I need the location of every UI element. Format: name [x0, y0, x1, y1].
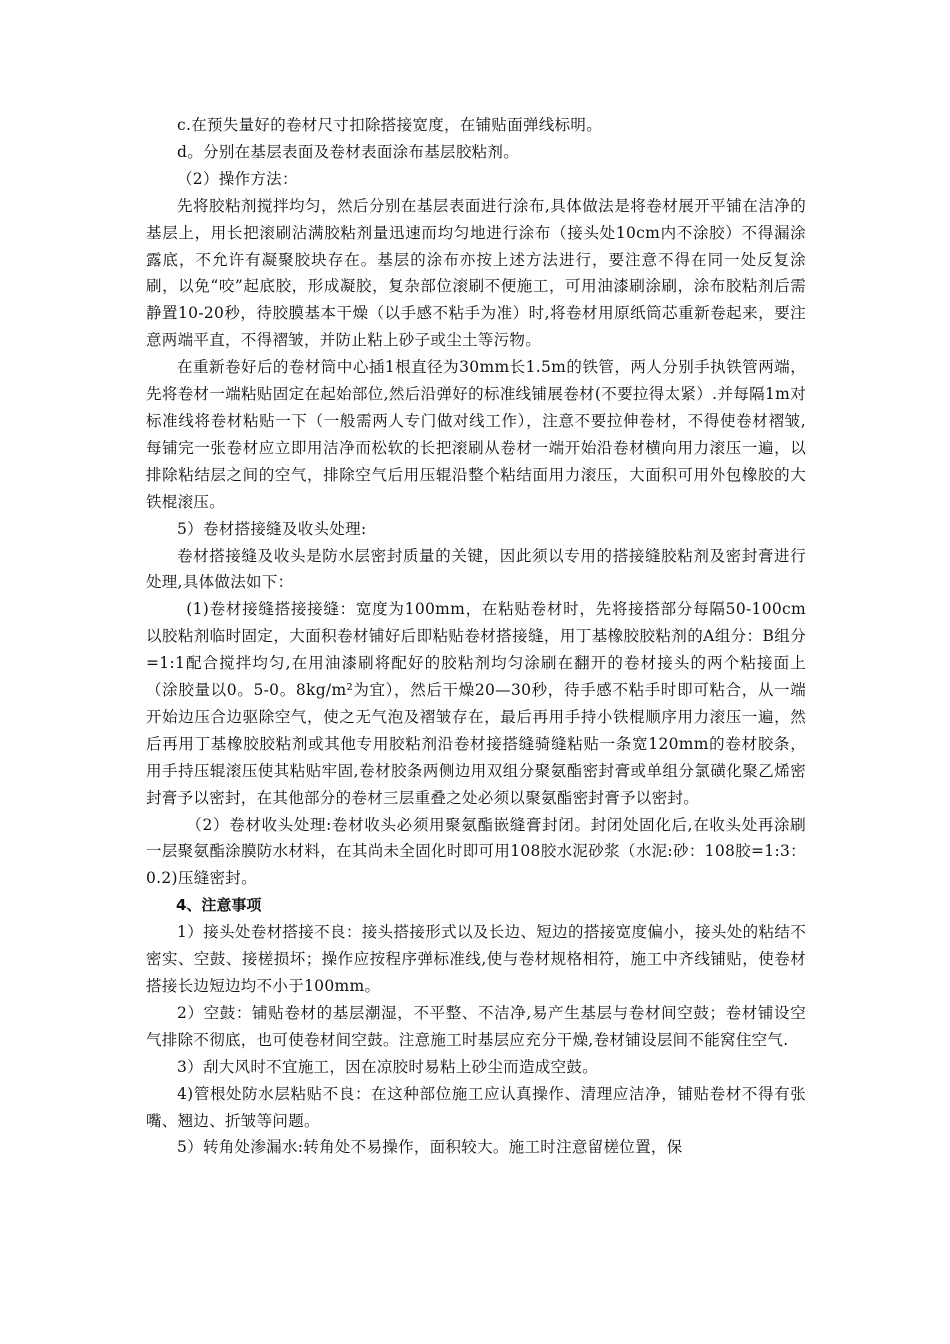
paragraph-seam-intro: 卷材搭接缝及收头是防水层密封质量的关键，因此须以专用的搭接缝胶粘剂及密封膏进行处理,具体做法如下： [146, 546, 806, 592]
document-body [146, 112, 806, 1161]
paragraph-precaution-2: 2）空鼓：铺贴卷材的基层潮湿，不平整、不洁净,易产生基层与卷材间空鼓；卷材铺设空气排除不彻底，也可使卷材间空鼓。注意施工时基层应充分干燥,卷材铺设层间不能窝住空气. [146, 1003, 806, 1049]
paragraph-step-d: d。分别在基层表面及卷材表面涂布基层胶粘剂。 [177, 142, 520, 161]
paragraph-precaution-4: 4)管根处防水层粘贴不良：在这种部位施工应认真操作、清理应洁净，铺贴卷材不得有张嘴、翘边、折皱等问题。 [146, 1084, 806, 1130]
paragraph-precaution-1: 1）接头处卷材搭接不良：接头搭接形式以及长边、短边的搭接宽度偏小，接头处的粘结不密实、空鼓、接槎损坏；操作应按程序弹标准线,使与卷材规格相符，施工中齐线铺贴，使卷材搭接长边短边均不小于100mm。 [146, 923, 806, 995]
paragraph-precaution-5: 5）转角处渗漏水:转角处不易操作，面积较大。施工时注意留槎位置，保 [177, 1138, 683, 1157]
paragraph-step-c: c.在预失量好的卷材尺寸扣除搭接宽度，在铺贴面弹线标明。 [177, 116, 603, 134]
subheading-seam-treatment: 5）卷材搭接缝及收头处理: [177, 519, 367, 538]
paragraph-roll-laying: 在重新卷好后的卷材筒中心插1根直径为30mm长1.5m的铁管，两人分别手执铁管两端，先将卷材一端粘贴固定在起始部位,然后沿弹好的标准线铺展卷材(不要拉得太紧）.并每隔1m对标准线将卷材粘贴一下（一般需两人专门做对线工作），注意不要拉伸卷材，不得使卷材褶皱,每铺完一张卷材应立即用洁净而松软的长把滚刷从卷材一端开始沿卷材横向用力滚压一遍，以排除粘结层之间的空气，排除空气后用压辊沿整个粘结面用力滚压，大面积可用外包橡胶的大铁棍滚压。 [146, 358, 806, 511]
paragraph-edge-finish: （2）卷材收头处理:卷材收头必须用聚氨酯嵌缝膏封闭。封闭处固化后,在收头处再涂刷一层聚氨酯涂膜防水材料，在其尚未全固化时即可用108胶水泥砂浆（水泥:砂：108胶=1:3：0.2)压缝密封。 [146, 815, 806, 888]
paragraph-adhesive-coating: 先将胶粘剂搅拌均匀，然后分别在基层表面进行涂布,具体做法是将卷材展开平铺在洁净的基层上，用长把滚刷沾满胶粘剂量迅速而均匀地进行涂布（接头处10cm内不涂胶）不得漏涂露底，不允许有凝聚胶块存在。基层的涂布亦按上述方法进行，要注意不得在同一处反复涂刷，以免“咬”起底胶，形成凝胶，复杂部位滚刷不便施工，可用油漆刷涂刷，涂布胶粘剂后需静置10-20秒，待胶膜基本干燥（以手感不粘手为准）时,将卷材用原纸筒芯重新卷起来，要注意两端平直，不得褶皱，并防止粘上砂子或尘土等污物。 [146, 196, 806, 350]
paragraph-precaution-3: 3）刮大风时不宜施工，因在凉胶时易粘上砂尘而造成空鼓。 [177, 1057, 598, 1076]
paragraph-seam-joint: (1)卷材接缝搭接接缝：宽度为100mm，在粘贴卷材时，先将接搭部分每隔50-100cm以胶粘剂临时固定，大面积卷材铺好后即粘贴卷材搭接缝，用丁基橡胶胶粘剂的A组分：B组分=1:1配合搅拌均匀,在用油漆刷将配好的胶粘剂均匀涂刷在翻开的卷材接头的两个粘接面上（涂胶量以0。5-0。8kg/m²为宜），然后干燥20—30秒，待手感不粘手时即可粘合，从一端开始边压合边驱除空气，使之无气泡及褶皱存在，最后再用手持小铁棍顺序用力滚压一遍，然后再用丁基橡胶胶粘剂或其他专用胶粘剂沿卷材接搭缝骑缝粘贴一条宽120mm的卷材胶条，用手持压辊滚压使其粘贴牢固,卷材胶条两侧边用双组分聚氨酯密封膏或单组分氯磺化聚乙烯密封膏予以密封，在其他部分的卷材三层重叠之处必须以聚氨酯密封膏予以密封。 [146, 600, 806, 807]
subheading-operation-method: （2）操作方法： [177, 169, 298, 188]
section-heading-precautions: 4、注意事项 [176, 896, 262, 915]
